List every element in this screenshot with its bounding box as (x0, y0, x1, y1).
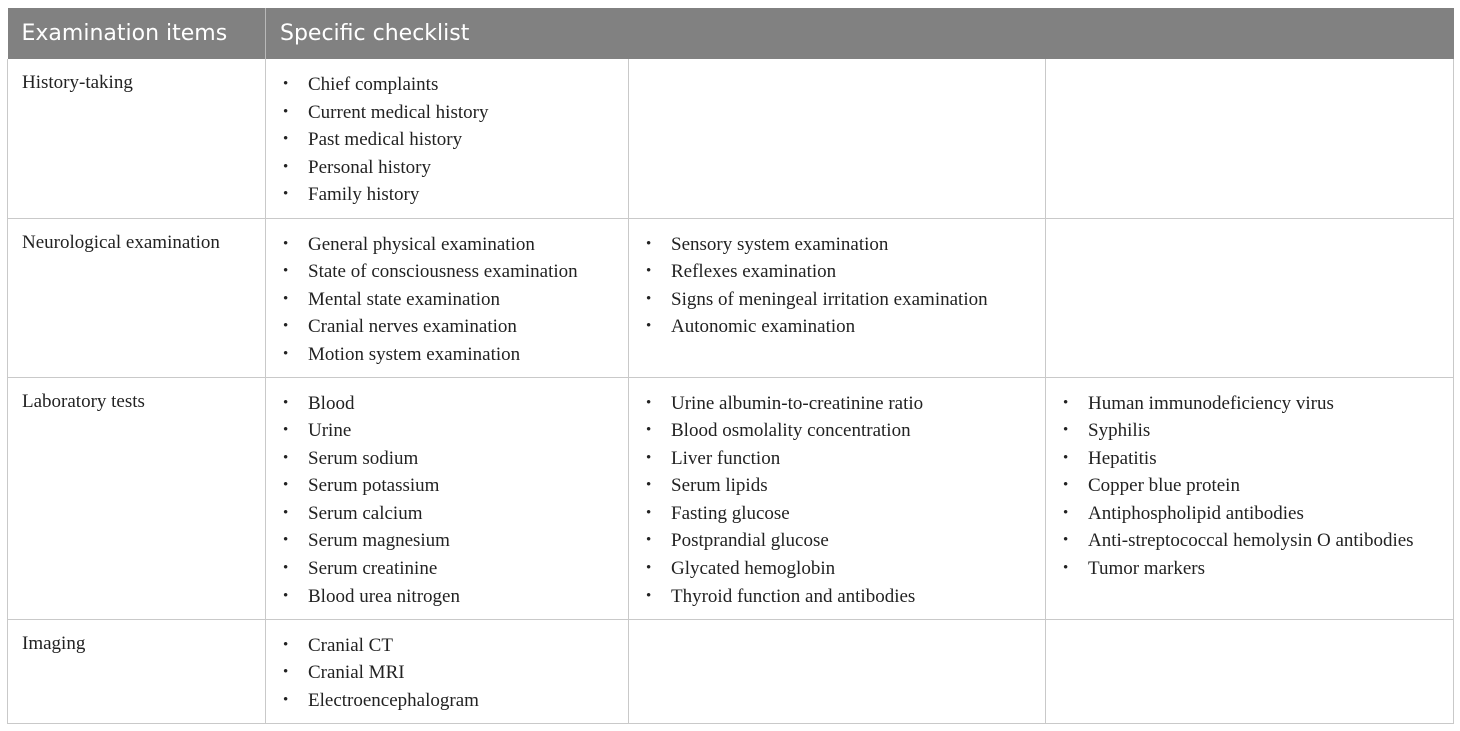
bullet-icon: • (646, 587, 652, 604)
bullet-icon: • (646, 449, 652, 466)
list-item (280, 555, 628, 583)
list-item-text: Serum potassium (308, 475, 440, 497)
list-item-text: Serum lipids (671, 475, 768, 497)
checklist-list (643, 231, 1045, 341)
list-item-text: General physical examination (308, 233, 535, 255)
bullet-icon: • (283, 449, 289, 466)
list-item-text: Urine (308, 420, 352, 442)
checklist-list (1060, 390, 1453, 583)
checklist-cell (1046, 377, 1454, 619)
bullet-icon: • (1063, 532, 1069, 549)
checklist-cell (1046, 59, 1454, 218)
list-item-text: Syphilis (1088, 420, 1151, 442)
list-item-text: Chief complaints (308, 74, 439, 95)
list-item-text: Cranial MRI (308, 662, 405, 684)
list-item-text: Sensory system examination (671, 233, 889, 255)
bullet-icon: • (283, 664, 289, 681)
list-item (1060, 555, 1453, 583)
list-item-text: Liver function (671, 447, 781, 469)
list-item-text: Human immunodeficiency virus (1088, 392, 1334, 414)
list-item-text: Fasting glucose (671, 502, 790, 524)
row-label: Neurological examination (8, 218, 266, 377)
checklist-cell (1046, 218, 1454, 377)
checklist-cell (1046, 619, 1454, 723)
bullet-icon: • (283, 103, 289, 120)
list-item-text: Blood (308, 392, 355, 414)
bullet-icon: • (646, 235, 652, 252)
bullet-icon: • (283, 691, 289, 708)
list-item (643, 527, 1045, 555)
header-specific-checklist: Specific checklist (280, 21, 470, 46)
bullet-icon: • (283, 394, 289, 411)
row-label: History-taking (8, 59, 266, 218)
table-row (8, 377, 1454, 619)
list-item (643, 286, 1045, 314)
examination-checklist-table (7, 8, 1454, 724)
list-item-text: Postprandial glucose (671, 530, 829, 552)
list-item-text: Past medical history (308, 129, 463, 151)
bullet-icon: • (1063, 560, 1069, 577)
list-item-text: Serum sodium (308, 447, 419, 469)
bullet-icon: • (646, 394, 652, 411)
list-item (1060, 390, 1453, 418)
list-item (643, 390, 1045, 418)
header-examination-items: Examination items (8, 8, 266, 59)
bullet-icon: • (283, 532, 289, 549)
list-item (280, 527, 628, 555)
list-item-text: State of consciousness examination (308, 261, 578, 283)
bullet-icon: • (283, 422, 289, 439)
list-item (643, 555, 1045, 583)
bullet-icon: • (283, 504, 289, 521)
list-item (280, 687, 628, 715)
bullet-icon: • (1063, 449, 1069, 466)
checklist-list (280, 390, 628, 611)
bullet-icon: • (283, 636, 289, 653)
list-item-text: Copper blue protein (1088, 475, 1240, 497)
bullet-icon: • (283, 290, 289, 307)
table-row (8, 218, 1454, 377)
list-item (1060, 445, 1453, 473)
checklist-cell (266, 619, 629, 723)
bullet-icon: • (646, 504, 652, 521)
checklist-table-container (7, 8, 1453, 724)
table-row (8, 619, 1454, 723)
list-item-text: Reflexes examination (671, 261, 837, 283)
list-item (1060, 500, 1453, 528)
checklist-list (280, 71, 628, 209)
list-item (643, 500, 1045, 528)
list-item-text: Electroencephalogram (308, 689, 479, 711)
list-item-text: Current medical history (308, 101, 489, 123)
list-item (280, 445, 628, 473)
list-item-text: Cranial nerves examination (308, 316, 517, 338)
list-item (280, 632, 628, 660)
list-item-text: Antiphospholipid antibodies (1088, 502, 1304, 524)
checklist-cell (266, 218, 629, 377)
list-item (280, 472, 628, 500)
bullet-icon: • (646, 263, 652, 280)
list-item (643, 472, 1045, 500)
list-item (280, 231, 628, 259)
checklist-cell (629, 59, 1046, 218)
list-item (280, 154, 628, 182)
checklist-cell (629, 218, 1046, 377)
list-item-text: Serum creatinine (308, 558, 438, 580)
bullet-icon: • (646, 532, 652, 549)
list-item (280, 500, 628, 528)
bullet-icon: • (283, 76, 289, 92)
list-item-text: Personal history (308, 156, 431, 178)
bullet-icon: • (646, 477, 652, 494)
list-item-text: Urine albumin-to-creatinine ratio (671, 392, 924, 414)
list-item (280, 181, 628, 209)
list-item-text: Serum magnesium (308, 530, 450, 552)
list-item (280, 258, 628, 286)
table-header-row (8, 8, 1454, 59)
list-item (1060, 417, 1453, 445)
bullet-icon: • (646, 318, 652, 335)
bullet-icon: • (283, 235, 289, 252)
list-item-text: Motion system examination (308, 343, 521, 365)
list-item (643, 417, 1045, 445)
bullet-icon: • (283, 560, 289, 577)
list-item-text: Family history (308, 184, 420, 206)
bullet-icon: • (1063, 394, 1069, 411)
list-item (643, 313, 1045, 341)
checklist-cell (266, 377, 629, 619)
list-item (280, 341, 628, 369)
checklist-cell (629, 377, 1046, 619)
list-item-text: Autonomic examination (671, 316, 856, 338)
list-item (280, 583, 628, 611)
bullet-icon: • (646, 290, 652, 307)
bullet-icon: • (283, 158, 289, 175)
checklist-list (280, 231, 628, 369)
list-item-text: Tumor markers (1088, 558, 1205, 580)
bullet-icon: • (646, 560, 652, 577)
list-item-text: Blood urea nitrogen (308, 585, 460, 607)
row-label: Laboratory tests (8, 377, 266, 619)
checklist-cell (629, 619, 1046, 723)
list-item-text: Mental state examination (308, 288, 501, 310)
list-item-text: Cranial CT (308, 634, 393, 656)
bullet-icon: • (1063, 422, 1069, 439)
bullet-icon: • (283, 263, 289, 280)
list-item (280, 659, 628, 687)
table-row (8, 59, 1454, 218)
bullet-icon: • (283, 587, 289, 604)
list-item (643, 583, 1045, 611)
bullet-icon: • (283, 345, 289, 362)
list-item (280, 390, 628, 418)
list-item (280, 286, 628, 314)
list-item (280, 313, 628, 341)
list-item-text: Thyroid function and antibodies (671, 585, 916, 607)
row-label: Imaging (8, 619, 266, 723)
list-item-text: Hepatitis (1088, 447, 1157, 469)
bullet-icon: • (283, 131, 289, 148)
checklist-cell (266, 59, 629, 218)
list-item (643, 445, 1045, 473)
list-item (1060, 527, 1453, 555)
list-item (1060, 472, 1453, 500)
list-item-text: Anti-streptococcal hemolysin O antibodies (1088, 530, 1414, 552)
list-item-text: Signs of meningeal irritation examination (671, 288, 988, 310)
checklist-list (643, 390, 1045, 611)
checklist-list (280, 632, 628, 715)
bullet-icon: • (283, 477, 289, 494)
list-item (280, 126, 628, 154)
list-item (643, 231, 1045, 259)
list-item-text: Glycated hemoglobin (671, 558, 836, 580)
bullet-icon: • (283, 186, 289, 203)
list-item-text: Blood osmolality concentration (671, 420, 911, 442)
list-item (280, 99, 628, 127)
list-item (280, 417, 628, 445)
bullet-icon: • (646, 422, 652, 439)
bullet-icon: • (1063, 504, 1069, 521)
list-item (643, 258, 1045, 286)
list-item-text: Serum calcium (308, 502, 423, 524)
bullet-icon: • (283, 318, 289, 335)
bullet-icon: • (1063, 477, 1069, 494)
list-item (280, 71, 628, 99)
